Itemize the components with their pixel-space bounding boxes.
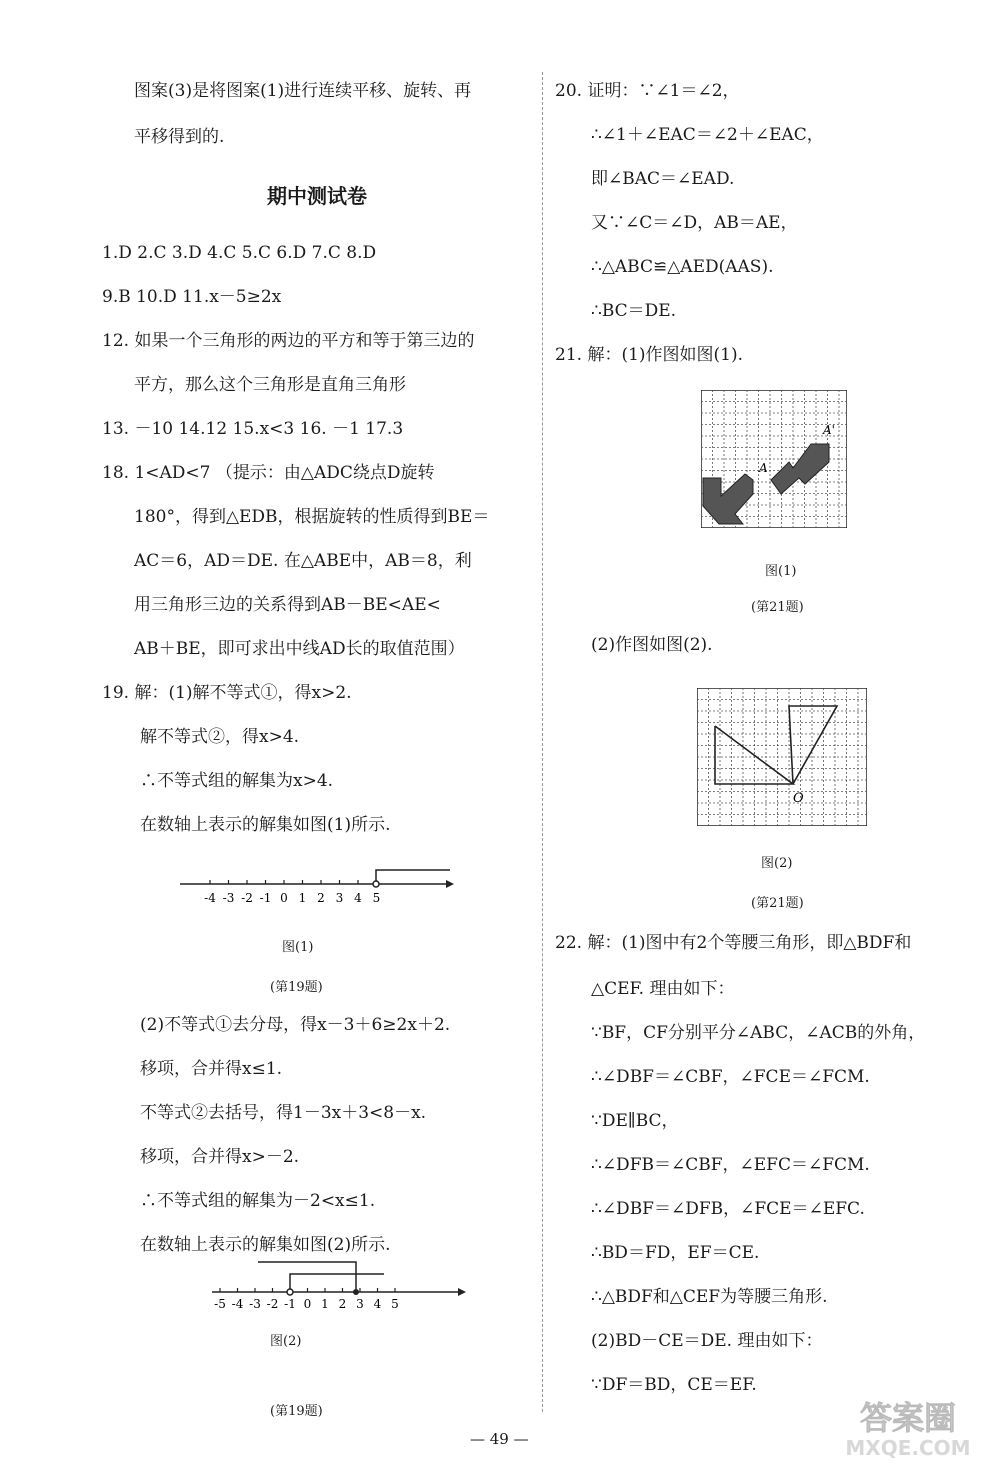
text-line: ∵DF＝BD，CE＝EF.: [591, 1375, 757, 1395]
answers-row: 1.D 2.C 3.D 4.C 5.C 6.D 7.C 8.D: [102, 243, 377, 263]
text-line: 22. 解：(1)图中有2个等腰三角形，即△BDF和: [555, 933, 912, 953]
number-line-label: -2: [266, 1297, 279, 1311]
point-label-a-prime: A': [823, 423, 835, 437]
text-line: ∴BC＝DE.: [591, 301, 677, 321]
number-line-label: -1: [284, 1297, 296, 1311]
arrow-right-icon: [458, 1288, 466, 1296]
text-line: ∵BF，CF分别平分∠ABC，∠ACB的外角，: [591, 1023, 926, 1043]
text-line: ∴∠DBF＝∠DFB，∠FCE＝∠EFC.: [591, 1199, 865, 1219]
solution-bracket: [376, 870, 450, 884]
text-line: 19. 解：(1)解不等式①，得x>2.: [102, 683, 352, 703]
text-line: ∴△BDF和△CEF为等腰三角形.: [591, 1287, 828, 1307]
number-line-label: -5: [214, 1297, 226, 1311]
text-line: ∴不等式组的解集为x>4.: [140, 771, 334, 791]
open-point: [373, 881, 379, 887]
text-line: ∴∠1＋∠EAC＝∠2＋∠EAC，: [591, 125, 824, 145]
text-line: 在数轴上表示的解集如图(2)所示.: [140, 1235, 391, 1255]
text-line: 20. 证明：∵∠1＝∠2，: [555, 81, 740, 101]
text-line: 移项，合并得x>－2.: [140, 1147, 300, 1167]
number-line-label: 3: [356, 1297, 364, 1311]
number-line-label: 2: [317, 891, 325, 905]
text-line: ∴△ABC≌△AED(AAS).: [591, 257, 774, 277]
number-line-label: 1: [321, 1297, 329, 1311]
section-heading: 期中测试卷: [267, 184, 367, 208]
figure-subcaption: (第21题): [751, 600, 804, 615]
text-line: 用三角形三边的关系得到AB－BE<AE<: [134, 595, 441, 615]
text-line: 12. 如果一个三角形的两边的平方和等于第三边的: [102, 331, 475, 351]
text-line: 移项，合并得x≤1.: [140, 1059, 283, 1079]
number-line-label: 4: [373, 1297, 382, 1311]
number-line-label: 5: [372, 891, 381, 905]
number-line-label: 0: [303, 1297, 312, 1311]
text-line: 又∵∠C＝∠D，AB＝AE，: [591, 213, 798, 233]
text-line: 不等式②去括号，得1－3x＋3<8－x.: [140, 1103, 427, 1123]
text-line: 18. 1<AD<7 （提示：由△ADC绕点D旋转: [102, 463, 435, 483]
text-line: 在数轴上表示的解集如图(1)所示.: [140, 815, 391, 835]
number-line-label: 3: [335, 891, 344, 905]
solution-bracket-left: [290, 1274, 384, 1292]
number-line-figure-2: [208, 1256, 468, 1314]
point-label-o: O: [793, 791, 804, 806]
text-line: ∴∠DBF＝∠CBF，∠FCE＝∠FCM.: [591, 1067, 870, 1087]
text-line: AB＋BE，即可求出中线AD长的取值范围）: [134, 639, 465, 659]
page-number: — 49 —: [470, 1430, 529, 1448]
number-line-label: -1: [259, 891, 272, 905]
number-line-label: 4: [354, 891, 362, 905]
text-line: ∴BD＝FD，EF＝CE.: [591, 1243, 760, 1263]
arrow-right-icon: [446, 880, 454, 888]
figure-caption: 图(2): [761, 856, 793, 871]
text-line: ∴∠DFB＝∠CBF，∠EFC＝∠FCM.: [591, 1155, 870, 1175]
number-line-label: -3: [222, 891, 235, 905]
figure-subcaption: (第21题): [751, 896, 804, 911]
number-line-label: 2: [338, 1297, 347, 1311]
closed-point: [353, 1289, 359, 1295]
text-line: 180°，得到△EDB，根据旋转的性质得到BE＝: [134, 507, 490, 527]
open-point: [287, 1289, 293, 1295]
number-line-label: -4: [231, 1297, 244, 1311]
number-line-label: 0: [280, 891, 288, 905]
text-line: (2)BD－CE＝DE. 理由如下：: [591, 1331, 823, 1351]
text-line: (2)作图如图(2).: [591, 635, 713, 655]
text-line: 即∠BAC＝∠EAD.: [591, 169, 735, 189]
text-line: 平方，那么这个三角形是直角三角形: [134, 375, 406, 395]
text-line: (2)不等式①去分母，得x－3＋6≥2x＋2.: [140, 1015, 451, 1035]
figure-caption: 图(1): [765, 564, 797, 579]
grid-figure-1: [701, 390, 847, 528]
number-line-label: -3: [249, 1297, 261, 1311]
text-line: 图案(3)是将图案(1)进行连续平移、旋转、再: [134, 81, 472, 101]
number-line-label: 1: [298, 891, 307, 905]
number-line-label: -4: [204, 891, 216, 905]
text-line: 平移得到的.: [134, 127, 225, 147]
watermark-url: MXQE.COM: [845, 1436, 971, 1460]
number-line-label: -2: [241, 891, 253, 905]
watermark-logo: [820, 1395, 995, 1460]
column-divider: [542, 72, 543, 1412]
solution-bracket-right: [258, 1262, 356, 1292]
text-line: 解不等式②，得x>4.: [140, 727, 300, 747]
number-line-figure-1: [174, 860, 454, 908]
grid-figure-2: [697, 688, 867, 826]
text-line: △CEF. 理由如下：: [591, 979, 735, 999]
figure-subcaption: (第19题): [270, 980, 323, 995]
text-line: AC＝6，AD＝DE. 在△ABE中，AB＝8，利: [134, 551, 472, 571]
text-line: ∵DE∥BC，: [591, 1111, 679, 1131]
figure-caption: 图(1): [282, 940, 314, 955]
watermark-text: 答案圈: [859, 1399, 957, 1437]
figure-subcaption: (第19题): [270, 1404, 323, 1419]
figure-caption: 图(2): [270, 1334, 302, 1349]
answers-row: 13. －10 14.12 15.x<3 16. －1 17.3: [102, 419, 404, 439]
number-line-label: 5: [391, 1297, 399, 1311]
answers-row: 9.B 10.D 11.x－5≥2x: [102, 287, 282, 307]
text-line: 21. 解：(1)作图如图(1).: [555, 345, 744, 365]
point-label-a: A: [759, 461, 768, 475]
text-line: ∴不等式组的解集为－2<x≤1.: [140, 1191, 376, 1211]
